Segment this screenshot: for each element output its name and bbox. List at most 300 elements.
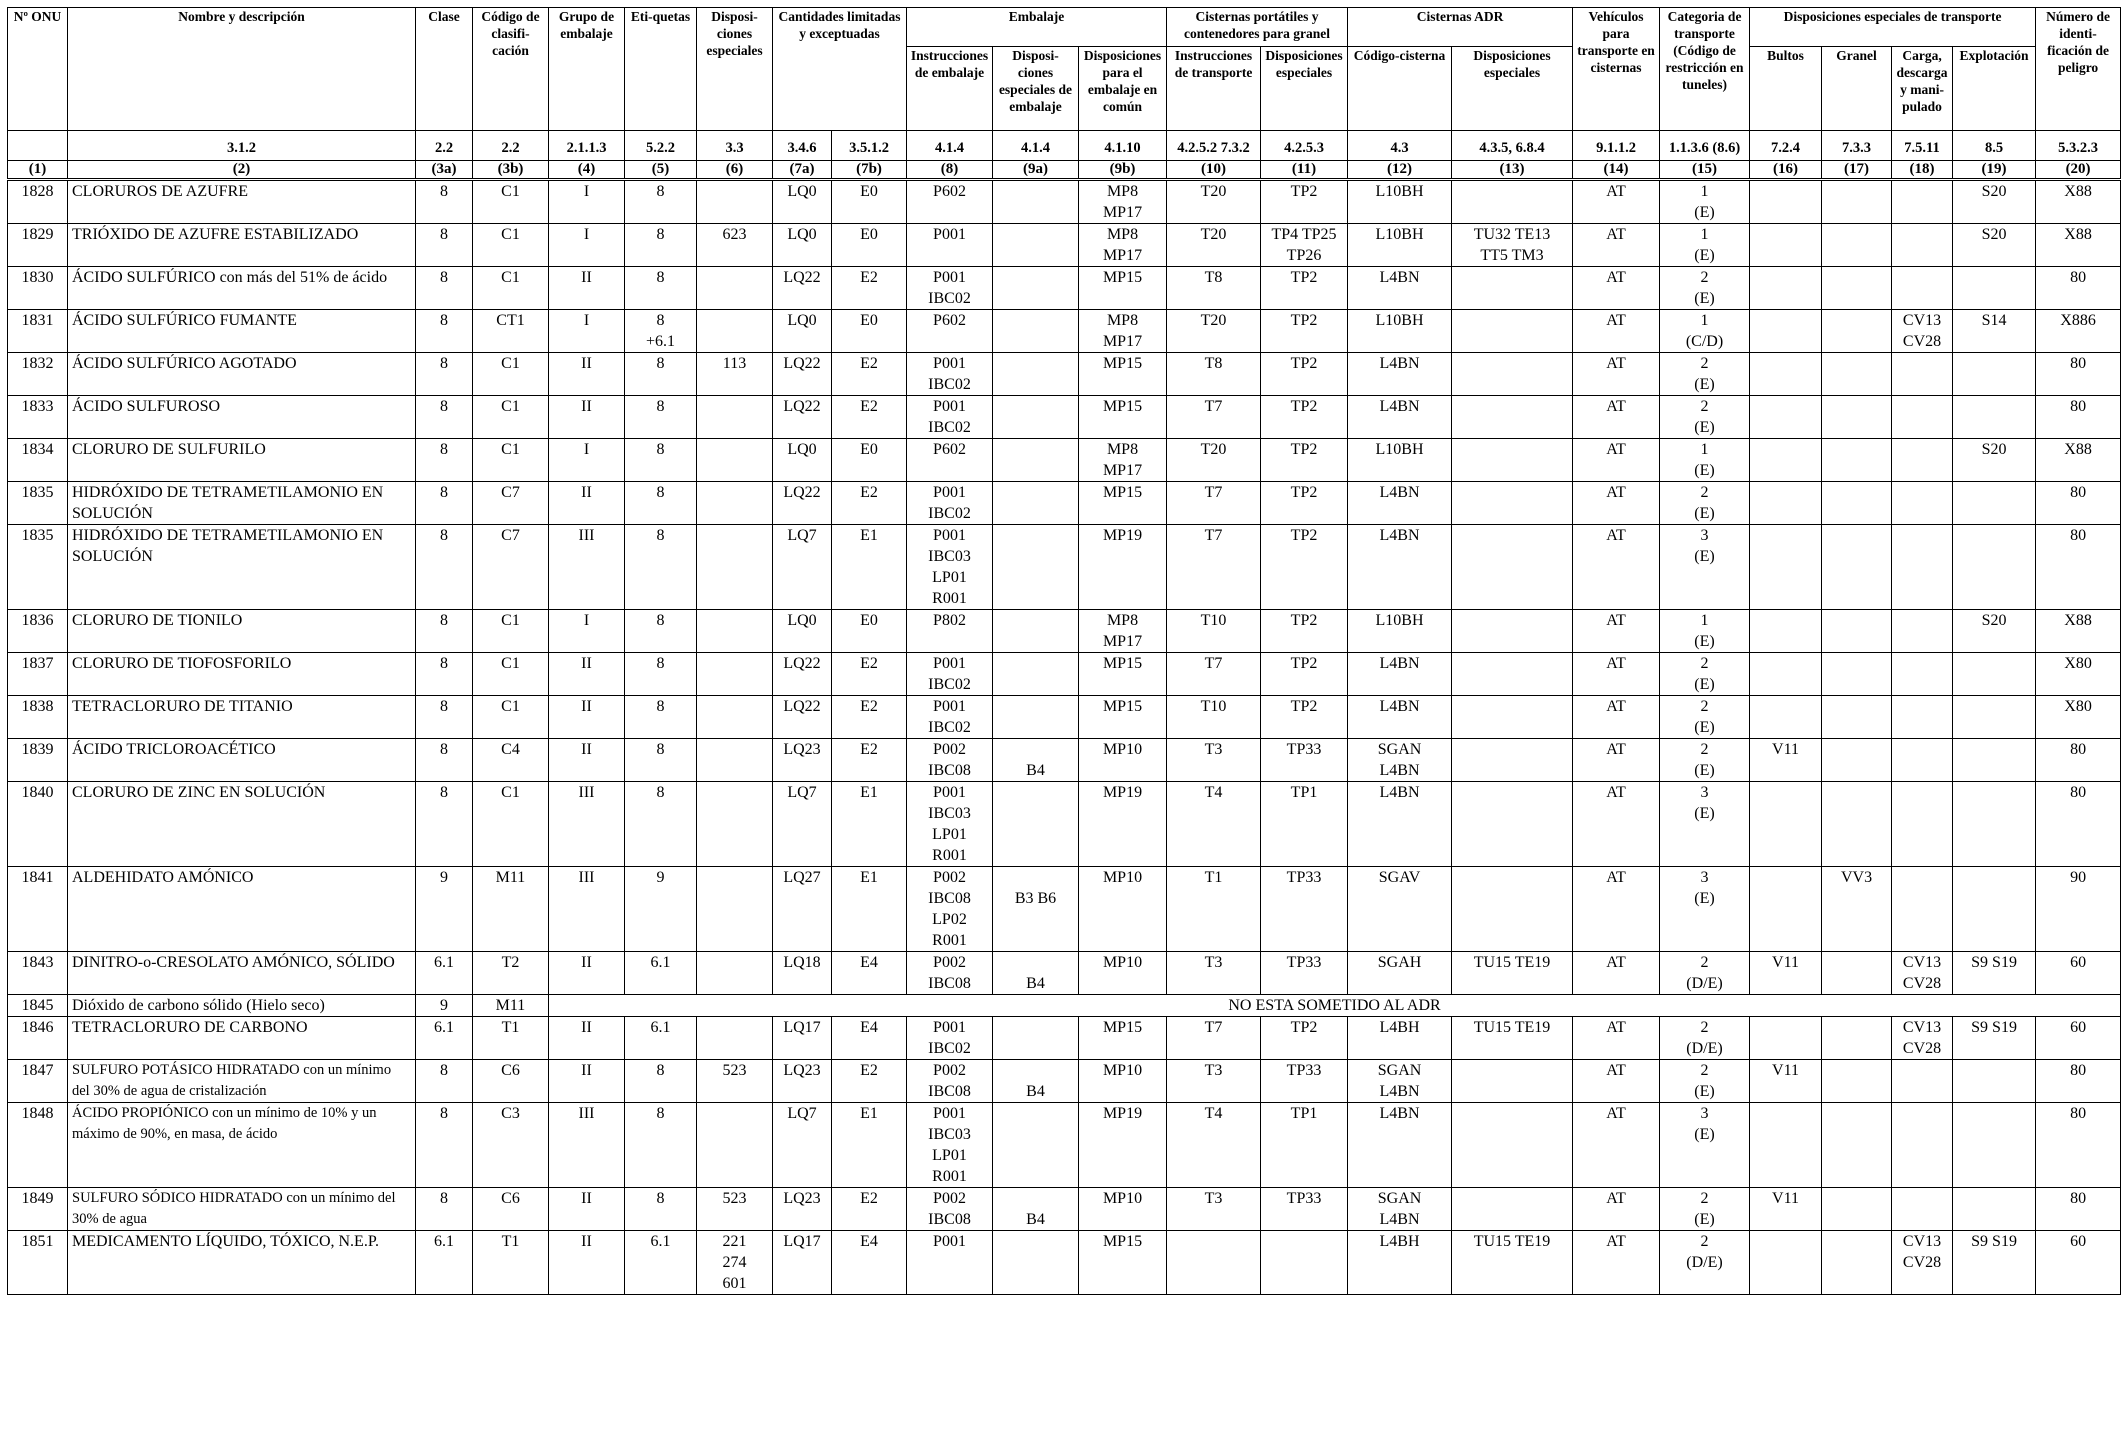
cell-col-12: T20 [1167,224,1261,267]
cell-col-12: T20 [1167,180,1261,224]
header-ref-18: 7.2.4 [1750,131,1822,161]
cell-col-7: LQ22 [773,482,832,525]
header-categoria: Categoria de transporte (Código de restricción en tuneles) [1660,8,1750,131]
cell-col-11: MP10 [1079,739,1167,782]
cell-col-0: 1843 [8,952,68,995]
cell-col-16: AT [1573,1188,1660,1231]
cell-line: P001 [933,1105,966,1122]
header-col-num-1: (2) [68,161,416,180]
header-ref-16: 9.1.1.2 [1573,131,1660,161]
cell-col-0: 1846 [8,1017,68,1060]
table-row [8,1060,2121,1103]
cell-line: IBC02 [928,419,971,436]
cell-col-5: 8 [625,739,697,782]
cell-col-20 [1892,396,1953,439]
table-row [8,353,2121,396]
cell-line: CV13 [1902,1233,1942,1250]
header-ref-4: 2.1.1.3 [549,131,625,161]
cell-col-22: 80 [2036,739,2121,782]
cell-col-11: MP19 [1079,1103,1167,1188]
cell-col-13: TP2 [1261,396,1348,439]
cell-col-15 [1452,1188,1573,1231]
cell-col-2: 6.1 [416,1017,473,1060]
cell-col-1: ÁCIDO SULFÚRICO AGOTADO [68,353,416,396]
cell-line: (E) [1694,204,1715,221]
cell-col-22: 80 [2036,1103,2121,1188]
cell-line: MP17 [1102,633,1143,650]
cell-line: B4 [1026,975,1045,992]
cell-col-13: TP2 [1261,610,1348,653]
cell-col-8: E0 [832,310,907,353]
cell-col-22: X80 [2036,696,2121,739]
cell-col-8: E4 [832,1231,907,1295]
header-col-num-12: (10) [1167,161,1261,180]
cell-col-7: LQ23 [773,1060,832,1103]
cell-col-8: E4 [832,952,907,995]
cell-col-11: MP15 [1079,696,1167,739]
cell-col-21 [1953,525,2036,610]
header-ref-20: 7.5.11 [1892,131,1953,161]
cell-col-6 [697,653,773,696]
table-row [8,310,2121,353]
cell-col-15 [1452,525,1573,610]
cell-line: MP8 [1106,183,1139,200]
cell-col-2: 8 [416,1060,473,1103]
header-col-num-17: (15) [1660,161,1750,180]
cell-col-11: MP15 [1079,353,1167,396]
cell-col-7: LQ0 [773,310,832,353]
cell-col-0: 1840 [8,782,68,867]
cell-col-3: C7 [473,482,549,525]
cell-col-13 [1261,224,1348,267]
cell-col-18 [1750,1231,1822,1295]
cell-col-17 [1660,739,1750,782]
cell-col-22: 80 [2036,525,2121,610]
cell-col-21: S20 [1953,439,2036,482]
header-col-num-9: (8) [907,161,993,180]
header-col-num-13: (11) [1261,161,1348,180]
cell-col-1: DINITRO-o-CRESOLATO AMÓNICO, SÓLIDO [68,952,416,995]
cell-col-6 [697,396,773,439]
cell-col-2: 8 [416,310,473,353]
cell-col-8: E2 [832,1060,907,1103]
cell-col-0: 1835 [8,525,68,610]
cell-line: 2 [1700,1233,1709,1250]
cell-line: IBC08 [928,1083,971,1100]
cell-col-9 [907,739,993,782]
cell-line: 601 [722,1275,747,1292]
cell-col-0: 1837 [8,653,68,696]
cell-col-2: 8 [416,653,473,696]
cell-col-22: X88 [2036,610,2121,653]
cell-col-16: AT [1573,439,1660,482]
cell-col-14 [1348,1060,1452,1103]
cell-col-5: 8 [625,610,697,653]
cell-col-14: L4BN [1348,653,1452,696]
cell-col-11: MP15 [1079,267,1167,310]
cell-line: 1 [1700,183,1709,200]
table-row [8,482,2121,525]
cell-col-13: TP2 [1261,439,1348,482]
cell-col-9 [907,525,993,610]
header-ref-7: 3.4.6 [773,131,832,161]
cell-col-0: 1828 [8,180,68,224]
cell-line: IBC03 [928,1126,971,1143]
cell-col-21: S20 [1953,224,2036,267]
cell-col-9 [907,952,993,995]
header-clase: Clase [416,8,473,131]
cell-col-15: TU15 TE19 [1452,952,1573,995]
cell-col-14: L10BH [1348,439,1452,482]
cell-col-10 [993,952,1079,995]
header-instr-transporte: Instrucciones de transporte [1167,47,1261,131]
cell-line: (E) [1694,419,1715,436]
cell-col-19 [1822,1103,1892,1188]
cell-col-16: AT [1573,1103,1660,1188]
cell-line: +6.1 [645,333,676,350]
cell-line: 274 [722,1254,747,1271]
cell-col-15 [1452,653,1573,696]
cell-line: (E) [1694,376,1715,393]
cell-line: (E) [1694,1126,1715,1143]
cell-col-12: T7 [1167,653,1261,696]
cell-col-1: CLORURO DE ZINC EN SOLUCIÓN [68,782,416,867]
cell-col-0: 1849 [8,1188,68,1231]
header-disp-especiales-13: Disposiciones especiales [1452,47,1573,131]
header-cisternas-adr: Cisternas ADR [1348,8,1573,47]
cell-col-13: TP1 [1261,1103,1348,1188]
header-disp-especiales-11: Disposiciones especiales [1261,47,1348,131]
cell-col-22: X886 [2036,310,2121,353]
header-instrucciones-embalaje: Instrucciones de embalaje [907,47,993,131]
cell-line: (E) [1694,1211,1715,1228]
cell-col-10 [993,180,1079,224]
cell-line: R001 [932,932,967,949]
cell-col-21 [1953,653,2036,696]
cell-col-2: 8 [416,1188,473,1231]
cell-line: P002 [933,1190,966,1207]
cell-col-2: 6.1 [416,952,473,995]
cell-line: MP8 [1106,612,1139,629]
cell-col-7: LQ0 [773,180,832,224]
cell-col-15 [1452,224,1573,267]
cell-col-2: 8 [416,610,473,653]
cell-col-11: MP19 [1079,782,1167,867]
cell-line: (D/E) [1686,975,1723,992]
cell-col-5: 8 [625,1188,697,1231]
cell-col-2: 8 [416,739,473,782]
cell-col-5: 8 [625,353,697,396]
cell-col-1: TRIÓXIDO DE AZUFRE ESTABILIZADO [68,224,416,267]
cell-col-3: C1 [473,396,549,439]
cell-line: 2 [1700,741,1709,758]
cell-col-6 [697,267,773,310]
cell-col-0: 1851 [8,1231,68,1295]
cell-col-3: C7 [473,525,549,610]
cell-col-17 [1660,610,1750,653]
cell-col-3: T1 [473,1231,549,1295]
cell-col-17 [1660,396,1750,439]
cell-col-8: E2 [832,653,907,696]
cell-col-18: V11 [1750,1188,1822,1231]
header-col-num-7: (7a) [773,161,832,180]
cell-col-22: 60 [2036,1231,2121,1295]
cell-col-9: P602 [907,310,993,353]
cell-line: P002 [933,741,966,758]
cell-col-17 [1660,696,1750,739]
header-embalaje: Embalaje [907,8,1167,47]
cell-col-21 [1953,1103,2036,1188]
table-row [8,267,2121,310]
cell-col-13: TP33 [1261,1188,1348,1231]
cell-col-19 [1822,653,1892,696]
cell-col-4: II [549,396,625,439]
table-row [8,952,2121,995]
table-header [8,8,2121,180]
header-ref-21: 8.5 [1953,131,2036,161]
cell-col-11: MP10 [1079,1060,1167,1103]
cell-col-13: TP2 [1261,482,1348,525]
cell-line: CV13 [1902,1019,1942,1036]
header-vehiculos: Vehículos para transporte en cisternas [1573,8,1660,131]
cell-col-17 [1660,180,1750,224]
header-cisternas-portatiles: Cisternas portátiles y contenedores para granel [1167,8,1348,47]
table-row [8,782,2121,867]
cell-col-10 [993,1060,1079,1103]
header-cantidades: Cantidades limitadas y exceptuadas [773,8,907,131]
cell-col-5: 8 [625,224,697,267]
cell-line: SGAN [1377,1062,1422,1079]
cell-col-8: E1 [832,867,907,952]
header-ref-13: 4.2.5.3 [1261,131,1348,161]
cell-line: CV28 [1902,1254,1942,1271]
cell-col-1: ALDEHIDATO AMÓNICO [68,867,416,952]
cell-line: 2 [1700,655,1709,672]
cell-line: MP17 [1102,462,1143,479]
cell-col-9 [907,696,993,739]
cell-col-7: LQ22 [773,353,832,396]
cell-col-0: 1832 [8,353,68,396]
table-row [8,653,2121,696]
cell-col-14: L4BN [1348,267,1452,310]
cell-col-21: S20 [1953,180,2036,224]
cell-col-12: T3 [1167,739,1261,782]
cell-col-1: ÁCIDO PROPIÓNICO con un mínimo de 10% y un máximo de 90%, en masa, de ácido [68,1103,416,1188]
cell-col-8: E0 [832,180,907,224]
cell-line: (E) [1694,676,1715,693]
cell-col-21 [1953,782,2036,867]
cell-col-18: V11 [1750,739,1822,782]
cell-col-22: X80 [2036,653,2121,696]
header-ref-5: 5.2.2 [625,131,697,161]
cell-col-16: AT [1573,696,1660,739]
cell-col-5: 6.1 [625,952,697,995]
cell-line: IBC02 [928,376,971,393]
cell-col-19 [1822,1188,1892,1231]
cell-col-12: T8 [1167,353,1261,396]
header-ref-9: 4.1.4 [907,131,993,161]
cell-line: (D/E) [1686,1254,1723,1271]
cell-col-14: L10BH [1348,224,1452,267]
cell-col-12: T7 [1167,482,1261,525]
cell-line: 1 [1700,312,1709,329]
cell-col-12: T4 [1167,1103,1261,1188]
cell-col-13: TP33 [1261,952,1348,995]
cell-line: R001 [932,590,967,607]
cell-col-20 [1892,1103,1953,1188]
cell-line: (E) [1694,505,1715,522]
cell-col-18 [1750,867,1822,952]
cell-col-10 [993,696,1079,739]
cell-line: P001 [933,784,966,801]
cell-col-5: 8 [625,653,697,696]
cell-line: 2 [1700,1190,1709,1207]
cell-col-16: AT [1573,310,1660,353]
cell-col-12 [1167,1231,1261,1295]
cell-col-20 [1892,1017,1953,1060]
cell-col-16: AT [1573,1231,1660,1295]
cell-col-7: LQ22 [773,696,832,739]
cell-col-9: P802 [907,610,993,653]
cell-col-5: 8 [625,1103,697,1188]
cell-line: MP8 [1106,441,1139,458]
cell-col-20 [1892,224,1953,267]
cell-col-8: E0 [832,224,907,267]
cell-col-12: T20 [1167,439,1261,482]
cell-line: (D/E) [1686,1040,1723,1057]
cell-line: TU32 TE13 [1473,226,1551,243]
cell-col-15 [1452,267,1573,310]
cell-line: MP8 [1106,226,1139,243]
cell-col-20 [1892,1060,1953,1103]
cell-col-19 [1822,267,1892,310]
cell-col-2: 8 [416,1103,473,1188]
cell-col-10 [993,525,1079,610]
header-ref-6: 3.3 [697,131,773,161]
cell-line: (E) [1694,890,1715,907]
cell-col-17 [1660,1188,1750,1231]
cell-col-17 [1660,782,1750,867]
cell-col-2: 8 [416,180,473,224]
cell-col-4: I [549,439,625,482]
cell-col-12: T7 [1167,525,1261,610]
cell-line: (E) [1694,548,1715,565]
cell-col-6 [697,180,773,224]
cell-col-20 [1892,267,1953,310]
cell-line: IBC02 [928,676,971,693]
table-body [8,180,2121,1295]
cell-col-2: 8 [416,482,473,525]
cell-col-21: S9 S19 [1953,1017,2036,1060]
cell-col-18 [1750,224,1822,267]
cell-col-15 [1452,867,1573,952]
cell-line: L4BN [1379,1083,1420,1100]
cell-line: P001 [933,698,966,715]
cell-col-19 [1822,353,1892,396]
cell-col-6 [697,1017,773,1060]
cell-col-4: II [549,696,625,739]
cell-col-19 [1822,696,1892,739]
cell-col-3: C1 [473,696,549,739]
cell-col-3: M11 [473,867,549,952]
header-ref-1: 3.1.2 [68,131,416,161]
cell-col-2: 9 [416,867,473,952]
cell-col-16: AT [1573,180,1660,224]
cell-col-17 [1660,224,1750,267]
cell-col-5: 6.1 [625,1017,697,1060]
cell-col-9: P001 [907,224,993,267]
cell-col-9 [907,396,993,439]
cell-line: P001 [933,484,966,501]
cell-col-9 [907,653,993,696]
cell-line: 2 [1700,1019,1709,1036]
cell-col-1: SULFURO POTÁSICO HIDRATADO con un mínimo del 30% de agua de cristalización [68,1060,416,1103]
cell-line: (E) [1694,247,1715,264]
cell-col-15 [1452,180,1573,224]
cell-col-20 [1892,1231,1953,1295]
cell-line [996,867,1075,888]
adr-table-container [7,7,2121,1295]
cell-col-20 [1892,653,1953,696]
cell-col-5: 6.1 [625,1231,697,1295]
cell-col-15 [1452,482,1573,525]
cell-col-0: 1841 [8,867,68,952]
cell-col-19 [1822,310,1892,353]
cell-col-4: II [549,1017,625,1060]
cell-col-11 [1079,224,1167,267]
cell-col-4: II [549,739,625,782]
cell-line: 3 [1700,527,1709,544]
cell-col-19 [1822,1060,1892,1103]
cell-col-18 [1750,267,1822,310]
cell-col-11: MP19 [1079,525,1167,610]
cell-col-6 [697,482,773,525]
cell-col-5: 8 [625,180,697,224]
cell-line: 1 [1700,226,1709,243]
header-onu: Nº ONU [8,8,68,131]
cell-col-21: S9 S19 [1953,1231,2036,1295]
cell-col-3: C3 [473,1103,549,1188]
cell-col-10 [993,782,1079,867]
cell-col-0: 1830 [8,267,68,310]
cell-col-20 [1892,782,1953,867]
cell-col-14: SGAH [1348,952,1452,995]
cell-col-13: TP33 [1261,1060,1348,1103]
cell-line: LP02 [932,911,967,928]
cell-col-6 [697,952,773,995]
cell-col-11: MP15 [1079,1231,1167,1295]
cell-col-18 [1750,396,1822,439]
cell-col-12: T4 [1167,782,1261,867]
cell-line: P001 [933,1019,966,1036]
cell-col-3: C1 [473,353,549,396]
cell-col-8: E2 [832,482,907,525]
cell-col-6 [697,739,773,782]
cell-line: (E) [1694,290,1715,307]
cell-col-15 [1452,782,1573,867]
cell-col-20 [1892,696,1953,739]
cell-col-10 [993,1231,1079,1295]
cell-col-13: TP2 [1261,180,1348,224]
header-col-num-14: (12) [1348,161,1452,180]
cell-col-10 [993,1188,1079,1231]
cell-col-1: MEDICAMENTO LÍQUIDO, TÓXICO, N.E.P. [68,1231,416,1295]
cell-col-1: Dióxido de carbono sólido (Hielo seco) [68,995,416,1017]
cell-col-7: LQ0 [773,610,832,653]
cell-col-15 [1452,739,1573,782]
cell-col-16: AT [1573,1060,1660,1103]
cell-col-4: I [549,224,625,267]
